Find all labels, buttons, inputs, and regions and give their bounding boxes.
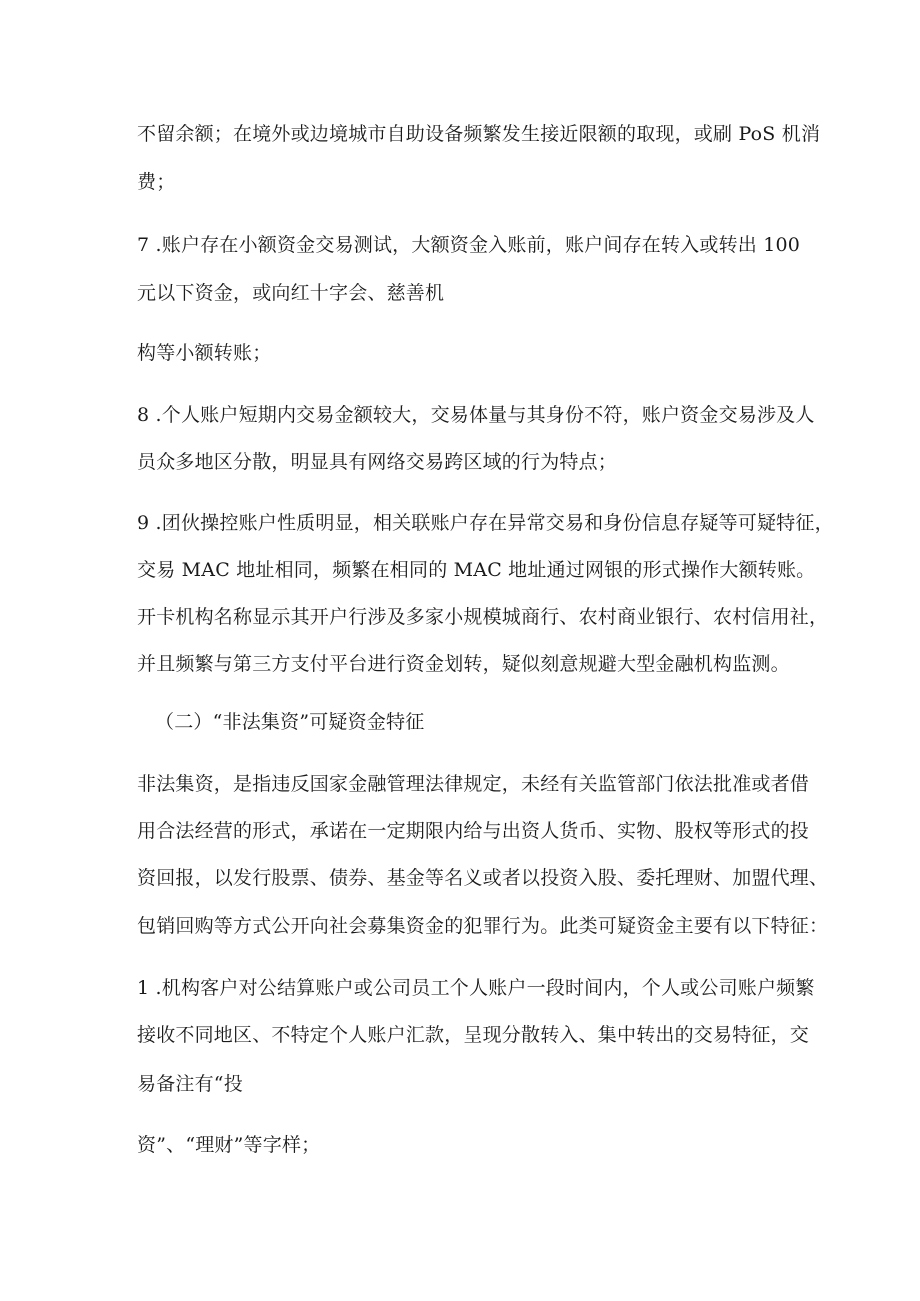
list-item-1-line-1: 1 .机构客户对公结算账户或公司员工个人账户一段时间内，个人或公司账户频繁 [137,977,815,999]
list-item-1-line-3: 易备注有“投 [137,1073,243,1095]
paragraph-line: 包销回购等方式公开向社会募集资金的犯罪行为。此类可疑资金主要有以下特征： [137,915,829,937]
list-item-9-line-2: 交易 MAC 地址相同，频繁在相同的 MAC 地址通过网银的形式操作大额转账。 [137,559,816,581]
paragraph-line: 资回报，以发行股票、债券、基金等名义或者以投资入股、委托理财、加盟代理、 [137,867,829,889]
list-item-9-line-1: 9 .团伙操控账户性质明显，相关联账户存在异常交易和身份信息存疑等可疑特征， [137,512,834,534]
paragraph-line: 非法集资，是指违反国家金融管理法律规定，未经有关监管部门依法批准或者借 [137,773,810,795]
list-item-7-line-2: 元以下资金，或向红十字会、慈善机 [137,282,445,304]
list-item-7-line-1: 7 .账户存在小额资金交易测试，大额资金入账前，账户间存在转入或转出 100 [137,234,801,256]
text-line: 不留余额；在境外或边境城市自助设备频繁发生接近限额的取现，或刷 PoS 机消 [137,123,821,145]
list-item-8-line-1: 8 .个人账户短期内交易金额较大，交易体量与其身份不符，账户资金交易涉及人 [137,404,815,426]
text-line: 费； [137,171,176,193]
list-item-1-line-4: 资”、“理财”等字样； [137,1134,321,1156]
list-item-1-line-2: 接收不同地区、不特定个人账户汇款，呈现分散转入、集中转出的交易特征，交 [137,1024,810,1046]
list-item-9-line-3: 开卡机构名称显示其开户行涉及多家小规模城商行、农村商业银行、农村信用社， [137,606,829,628]
section-heading: （二）“非法集资”可疑资金特征 [155,711,425,733]
list-item-7-line-3: 构等小额转账； [137,342,272,364]
paragraph-line: 用合法经营的形式，承诺在一定期限内给与出资人货币、实物、股权等形式的投 [137,820,810,842]
list-item-8-line-2: 员众多地区分散，明显具有网络交易跨区域的行为特点； [137,451,618,473]
list-item-9-line-4: 并且频繁与第三方支付平台进行资金划转，疑似刻意规避大型金融机构监测。 [137,653,790,675]
